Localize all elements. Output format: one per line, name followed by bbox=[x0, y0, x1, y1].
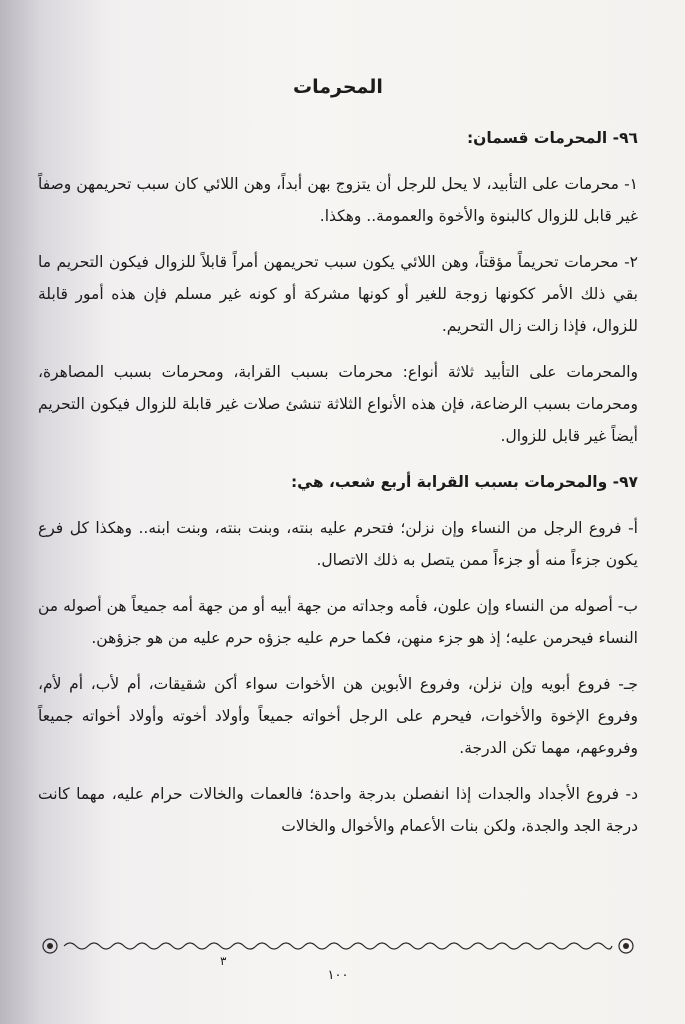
book-page bbox=[38, 66, 638, 1016]
page-title: المحرمات bbox=[293, 76, 383, 98]
paragraph-item-a: أ- فروع الرجل من النساء وإن نزلن؛ فتحرم عليه بنته، وبنت بنته، وبنت ابنه.. وهكذا كل فرع يكون جزءاً منه أو جزءاً ممن يتصل به ذلك الاتصال. bbox=[38, 519, 638, 569]
signature-mark: ٣ bbox=[220, 954, 227, 968]
paragraph-item-c: جـ- فروع أبويه وإن نزلن، وفروع الأبوين هن الأخوات سواء أكن شقيقات، أم لأب، أم لأم، وفروع الإخوة والأخوات، فيحرم على الرجل أخواته جميعاً وأولاد أخوته وأولاد أخواته جميعاً وفروعهم، مهما تكن الدرجة. bbox=[38, 675, 638, 757]
paragraph-three-types: والمحرمات على التأبيد ثلاثة أنواع: محرمات بسبب القرابة، ومحرمات بسبب المصاهرة، ومحرمات بسبب الرضاعة، فإن هذه الأنواع الثلاثة تنشئ صلات غير قابلة للزوال فيكون التحريم أيضاً غير قابل للزوال. bbox=[38, 363, 638, 445]
paragraph-item-b: ب- أصوله من النساء وإن علون، فأمه وجداته من جهة أبيه أو من جهة أمه جميعاً هن أصوله من النساء فيحرمن عليه؛ إذ هو جزء منهن، فكما حرم عليه جزؤه حرم عليه من هو جزؤهن. bbox=[38, 597, 638, 647]
paragraph-item-d: د- فروع الأجداد والجدات إذا انفصلن بدرجة واحدة؛ فالعمات والخالات حرام عليه، مهما كانت درجة الجد والجدة، ولكن بنات الأعمام والأخوال والخالات bbox=[38, 785, 638, 835]
paragraph-temporary: ٢- محرمات تحريماً مؤقتاً، وهن اللائي يكون سبب تحريمهن أمراً قابلاً للزوال فيكون التحريم ما بقي ذلك الأمر ككونها زوجة للغير أو كونها مشركة أو كونه غير مسلم فإن هذه أمور قابلة للزوال، فإذا زالت زال التحريم. bbox=[38, 253, 638, 335]
paragraph-permanent: ١- محرمات على التأبيد، لا يحل للرجل أن يتزوج بهن أبداً، وهن اللائي كان سبب تحريمهن وصفاً غير قابل للزوال كالبنوة والأخوة والعمومة.. وهكذا. bbox=[38, 175, 638, 225]
footer-ornament bbox=[38, 934, 638, 958]
paragraph-section-97: ٩٧- والمحرمات بسبب القرابة أربع شعب، هي: bbox=[290, 473, 638, 491]
page-number: ١٠٠ bbox=[327, 968, 349, 983]
wave-border-icon bbox=[38, 934, 638, 958]
paragraph-section-96: ٩٦- المحرمات قسمان: bbox=[466, 129, 638, 147]
